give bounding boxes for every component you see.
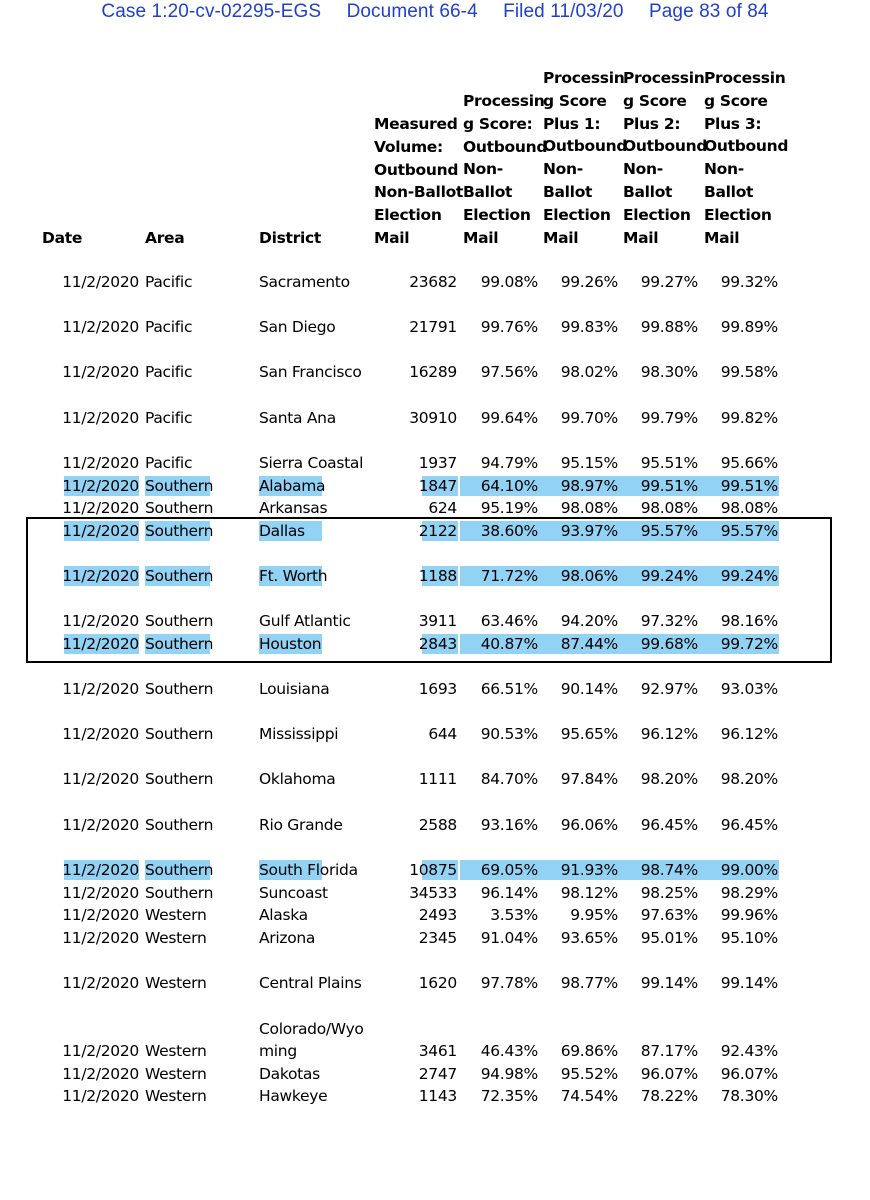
cell-score: 99.64%	[480, 409, 538, 427]
cell-area: Western	[145, 929, 207, 947]
cell-plus3: 96.12%	[720, 725, 778, 743]
cell-plus3: 98.08%	[720, 499, 778, 517]
cell-plus1: 93.97%	[560, 522, 618, 540]
cell-plus2: 95.57%	[640, 522, 698, 540]
column-header-volume: Measured Volume: Outbound Non-Ballot Election Mail	[374, 115, 464, 247]
cell-date: 11/2/2020	[62, 816, 139, 834]
column-header-date: Date	[42, 229, 83, 247]
cell-date: 11/2/2020	[62, 1065, 139, 1083]
cell-plus2: 99.79%	[640, 409, 698, 427]
cell-score: 94.79%	[480, 454, 538, 472]
cell-district: Alabama	[259, 477, 326, 495]
cell-area: Western	[145, 906, 207, 924]
cell-plus3: 93.03%	[720, 680, 778, 698]
cell-district: Alaska	[259, 906, 308, 924]
cell-area: Southern	[145, 612, 214, 630]
cell-plus1: 97.84%	[560, 770, 618, 788]
cell-area: Southern	[145, 635, 214, 653]
cell-plus1: 90.14%	[560, 680, 618, 698]
cell-score: 84.70%	[480, 770, 538, 788]
cell-district: Santa Ana	[259, 409, 336, 427]
cell-date: 11/2/2020	[62, 974, 139, 992]
cell-score: 38.60%	[480, 522, 538, 540]
cell-district: Gulf Atlantic	[259, 612, 351, 630]
cell-score: 97.78%	[480, 974, 538, 992]
cell-area: Western	[145, 974, 207, 992]
cell-area: Western	[145, 1065, 207, 1083]
cell-score: 94.98%	[480, 1065, 538, 1083]
cell-plus1: 99.26%	[560, 273, 618, 291]
cell-area: Pacific	[145, 273, 193, 291]
cell-plus2: 92.97%	[640, 680, 698, 698]
cell-score: 71.72%	[480, 567, 538, 585]
cell-district: Arizona	[259, 929, 316, 947]
cell-date: 11/2/2020	[62, 906, 139, 924]
cell-plus2: 97.63%	[640, 906, 698, 924]
cell-volume: 1111	[418, 770, 457, 788]
column-header-area: Area	[145, 229, 185, 247]
cell-plus1: 95.52%	[560, 1065, 618, 1083]
cell-district: Mississippi	[259, 725, 339, 743]
cell-volume: 1188	[418, 567, 457, 585]
cell-area: Pacific	[145, 318, 193, 336]
document-number: Document 66-4	[346, 1, 478, 22]
cell-area: Pacific	[145, 363, 193, 381]
cell-plus1: 95.65%	[560, 725, 618, 743]
cell-plus2: 87.17%	[640, 1042, 698, 1060]
cell-volume: 34533	[409, 884, 457, 902]
cell-area: Western	[145, 1087, 207, 1105]
cell-district: Arkansas	[259, 499, 328, 517]
cell-plus3: 98.29%	[720, 884, 778, 902]
cell-area: Southern	[145, 884, 214, 902]
cell-score: 96.14%	[480, 884, 538, 902]
cell-score: 90.53%	[480, 725, 538, 743]
cell-date: 11/2/2020	[62, 929, 139, 947]
cell-date: 11/2/2020	[62, 477, 139, 495]
cell-score: 64.10%	[480, 477, 538, 495]
cell-date: 11/2/2020	[62, 273, 139, 291]
cell-plus1: 98.02%	[560, 363, 618, 381]
cell-score: 95.19%	[480, 499, 538, 517]
cell-area: Southern	[145, 861, 214, 879]
cell-score: 69.05%	[480, 861, 538, 879]
cell-district: Central Plains	[259, 974, 362, 992]
cell-district: Sacramento	[259, 273, 350, 291]
column-header-score: Processin g Score: Outbound Non- Ballot Election Mail	[463, 92, 548, 247]
cell-plus3: 78.30%	[720, 1087, 778, 1105]
cell-plus2: 96.07%	[640, 1065, 698, 1083]
cell-date: 11/2/2020	[62, 409, 139, 427]
cell-date: 11/2/2020	[62, 363, 139, 381]
column-header-plus2: Processin g Score Plus 2: Outbound Non- Ballot Election Mail	[623, 69, 708, 247]
cell-plus3: 99.96%	[720, 906, 778, 924]
cell-plus2: 99.68%	[640, 635, 698, 653]
cell-district: San Francisco	[259, 363, 362, 381]
cell-district: Suncoast	[259, 884, 328, 902]
cell-plus1: 98.08%	[560, 499, 618, 517]
cell-plus3: 99.32%	[720, 273, 778, 291]
cell-date: 11/2/2020	[62, 1042, 139, 1060]
cell-area: Pacific	[145, 409, 193, 427]
cell-volume: 23682	[409, 273, 457, 291]
cell-date: 11/2/2020	[62, 567, 139, 585]
cell-plus2: 95.01%	[640, 929, 698, 947]
cell-score: 3.53%	[490, 906, 538, 924]
cell-plus2: 78.22%	[640, 1087, 698, 1105]
cell-plus3: 92.43%	[720, 1042, 778, 1060]
cell-volume: 2747	[418, 1065, 457, 1083]
case-number: Case 1:20-cv-02295-EGS	[101, 1, 322, 22]
cell-date: 11/2/2020	[62, 454, 139, 472]
cell-score: 63.46%	[480, 612, 538, 630]
cell-plus2: 98.08%	[640, 499, 698, 517]
cell-volume: 1937	[418, 454, 457, 472]
cell-plus1: 87.44%	[560, 635, 618, 653]
cell-area: Pacific	[145, 454, 193, 472]
cell-plus1: 96.06%	[560, 816, 618, 834]
cell-plus3: 98.20%	[720, 770, 778, 788]
cell-plus1: 94.20%	[560, 612, 618, 630]
cell-area: Southern	[145, 499, 214, 517]
cell-date: 11/2/2020	[62, 861, 139, 879]
cell-plus3: 99.14%	[720, 974, 778, 992]
cell-district: San Diego	[259, 318, 336, 336]
cell-score: 72.35%	[480, 1087, 538, 1105]
cell-plus1: 9.95%	[570, 906, 618, 924]
cell-date: 11/2/2020	[62, 884, 139, 902]
cell-volume: 16289	[409, 363, 457, 381]
cell-district: Dallas	[259, 522, 305, 540]
cell-plus1: 98.06%	[560, 567, 618, 585]
cell-score: 66.51%	[480, 680, 538, 698]
cell-plus2: 98.20%	[640, 770, 698, 788]
cell-date: 11/2/2020	[62, 499, 139, 517]
cell-district: Hawkeye	[259, 1087, 328, 1105]
cell-plus3: 99.82%	[720, 409, 778, 427]
cell-plus1: 99.83%	[560, 318, 618, 336]
cell-area: Southern	[145, 477, 214, 495]
cell-date: 11/2/2020	[62, 635, 139, 653]
cell-area: Western	[145, 1042, 207, 1060]
cell-volume: 3911	[418, 612, 457, 630]
cell-area: Southern	[145, 816, 214, 834]
cell-score: 91.04%	[480, 929, 538, 947]
cell-volume: 21791	[409, 318, 457, 336]
cell-plus2: 99.24%	[640, 567, 698, 585]
cell-area: Southern	[145, 567, 214, 585]
case-header	[0, 0, 870, 28]
cell-plus3: 99.24%	[720, 567, 778, 585]
cell-volume: 1847	[418, 477, 457, 495]
cell-plus2: 96.12%	[640, 725, 698, 743]
cell-volume: 2588	[418, 816, 457, 834]
cell-date: 11/2/2020	[62, 1087, 139, 1105]
cell-district: Colorado/Wyo ming	[259, 1020, 364, 1060]
cell-plus3: 99.58%	[720, 363, 778, 381]
cell-plus3: 99.00%	[720, 861, 778, 879]
cell-plus3: 95.66%	[720, 454, 778, 472]
cell-date: 11/2/2020	[62, 612, 139, 630]
page-number: Page 83 of 84	[648, 1, 769, 22]
cell-district: Sierra Coastal	[259, 454, 364, 472]
cell-plus1: 98.12%	[560, 884, 618, 902]
cell-volume: 2493	[418, 906, 457, 924]
cell-plus1: 98.77%	[560, 974, 618, 992]
cell-plus2: 96.45%	[640, 816, 698, 834]
cell-plus3: 95.10%	[720, 929, 778, 947]
cell-district: Dakotas	[259, 1065, 320, 1083]
annotation-box	[26, 517, 832, 663]
cell-plus1: 99.70%	[560, 409, 618, 427]
cell-volume: 1620	[418, 974, 457, 992]
cell-district: Rio Grande	[259, 816, 343, 834]
cell-date: 11/2/2020	[62, 770, 139, 788]
cell-district: Ft. Worth	[259, 567, 328, 585]
cell-plus1: 69.86%	[560, 1042, 618, 1060]
cell-volume: 1693	[418, 680, 457, 698]
cell-plus2: 99.88%	[640, 318, 698, 336]
cell-score: 93.16%	[480, 816, 538, 834]
cell-volume: 30910	[409, 409, 457, 427]
cell-area: Southern	[145, 770, 214, 788]
cell-volume: 644	[428, 725, 457, 743]
cell-score: 97.56%	[480, 363, 538, 381]
cell-date: 11/2/2020	[62, 522, 139, 540]
cell-volume: 10875	[409, 861, 457, 879]
cell-plus2: 99.27%	[640, 273, 698, 291]
cell-volume: 624	[428, 499, 457, 517]
cell-plus1: 74.54%	[560, 1087, 618, 1105]
filed-date: Filed 11/03/20	[503, 1, 624, 22]
cell-volume: 3461	[418, 1042, 457, 1060]
cell-score: 99.76%	[480, 318, 538, 336]
cell-plus2: 98.74%	[640, 861, 698, 879]
cell-plus1: 98.97%	[560, 477, 618, 495]
cell-score: 40.87%	[480, 635, 538, 653]
cell-plus1: 91.93%	[560, 861, 618, 879]
cell-volume: 2345	[418, 929, 457, 947]
cell-plus3: 99.51%	[720, 477, 778, 495]
cell-date: 11/2/2020	[62, 680, 139, 698]
cell-volume: 2122	[418, 522, 457, 540]
cell-plus2: 98.25%	[640, 884, 698, 902]
cell-plus3: 99.89%	[720, 318, 778, 336]
cell-volume: 2843	[418, 635, 457, 653]
cell-district: Oklahoma	[259, 770, 336, 788]
cell-area: Southern	[145, 725, 214, 743]
cell-area: Southern	[145, 680, 214, 698]
cell-plus3: 99.72%	[720, 635, 778, 653]
cell-area: Southern	[145, 522, 214, 540]
cell-district: South Florida	[259, 861, 358, 879]
cell-plus2: 97.32%	[640, 612, 698, 630]
cell-plus2: 95.51%	[640, 454, 698, 472]
cell-plus2: 98.30%	[640, 363, 698, 381]
cell-district: Louisiana	[259, 680, 330, 698]
cell-score: 99.08%	[480, 273, 538, 291]
cell-plus3: 98.16%	[720, 612, 778, 630]
cell-plus2: 99.51%	[640, 477, 698, 495]
cell-plus1: 95.15%	[560, 454, 618, 472]
cell-plus3: 96.07%	[720, 1065, 778, 1083]
cell-volume: 1143	[418, 1087, 457, 1105]
cell-plus3: 96.45%	[720, 816, 778, 834]
cell-plus3: 95.57%	[720, 522, 778, 540]
column-header-plus3: Processin g Score Plus 3: Outbound Non- Ballot Election Mail	[704, 69, 789, 247]
cell-score: 46.43%	[480, 1042, 538, 1060]
cell-date: 11/2/2020	[62, 318, 139, 336]
column-header-district: District	[259, 229, 321, 247]
cell-district: Houston	[259, 635, 322, 653]
cell-date: 11/2/2020	[62, 725, 139, 743]
cell-plus2: 99.14%	[640, 974, 698, 992]
column-header-plus1: Processin g Score Plus 1: Outbound Non- Ballot Election Mail	[543, 69, 628, 247]
cell-plus1: 93.65%	[560, 929, 618, 947]
